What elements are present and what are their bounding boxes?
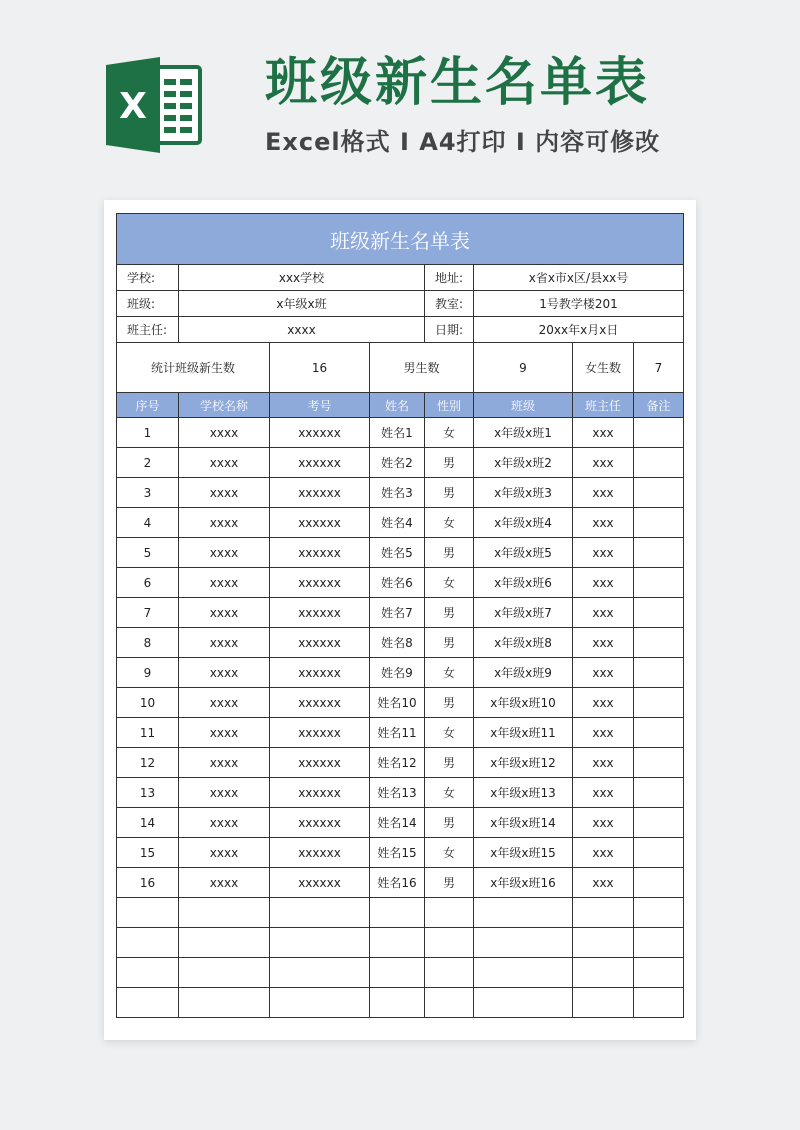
table-cell[interactable]	[634, 928, 684, 958]
table-cell[interactable]	[179, 898, 270, 928]
table-cell[interactable]: 7	[117, 598, 179, 628]
table-row	[117, 718, 684, 748]
table-row	[117, 418, 684, 448]
table-row	[117, 898, 684, 928]
table-cell[interactable]	[634, 688, 684, 718]
table-cell[interactable]: 姓名5	[370, 538, 425, 568]
table-cell[interactable]: xxx	[573, 838, 634, 868]
table-cell[interactable]	[573, 988, 634, 1018]
table-cell[interactable]: 1	[117, 418, 179, 448]
table-cell[interactable]: 姓名7	[370, 598, 425, 628]
table-cell[interactable]	[634, 598, 684, 628]
table-row	[117, 838, 684, 868]
table-cell[interactable]: 8	[117, 628, 179, 658]
table-cell[interactable]: xxxxxx	[270, 778, 370, 808]
stat-value-male[interactable]: 9	[474, 343, 573, 393]
table-cell[interactable]: 9	[117, 658, 179, 688]
column-header: 性别	[425, 393, 474, 418]
table-cell[interactable]: 12	[117, 748, 179, 778]
table-cell[interactable]: 13	[117, 778, 179, 808]
column-header: 备注	[634, 393, 684, 418]
table-row	[117, 598, 684, 628]
table-cell[interactable]	[270, 988, 370, 1018]
table-cell[interactable]: 姓名14	[370, 808, 425, 838]
table-cell[interactable]: xxxx	[179, 448, 270, 478]
column-header: 姓名	[370, 393, 425, 418]
table-cell[interactable]: 11	[117, 718, 179, 748]
table-cell[interactable]: 男	[425, 748, 474, 778]
table-cell[interactable]: 姓名6	[370, 568, 425, 598]
table-cell[interactable]: xxxxxx	[270, 838, 370, 868]
table-cell[interactable]: xxxxxx	[270, 418, 370, 448]
table-cell[interactable]: xxx	[573, 508, 634, 538]
table-cell[interactable]	[425, 898, 474, 928]
info-value[interactable]: x省x市x区/县xx号	[474, 265, 684, 291]
table-cell[interactable]: 女	[425, 838, 474, 868]
table-cell[interactable]	[370, 898, 425, 928]
table-cell[interactable]: xxxx	[179, 538, 270, 568]
table-cell[interactable]: xxxxxx	[270, 868, 370, 898]
table-cell[interactable]: xxx	[573, 658, 634, 688]
table-cell[interactable]	[634, 988, 684, 1018]
table-cell[interactable]	[117, 958, 179, 988]
table-cell[interactable]: 3	[117, 478, 179, 508]
table-cell[interactable]: xxxx	[179, 508, 270, 538]
table-cell[interactable]: xxxxxx	[270, 748, 370, 778]
table-cell[interactable]: 5	[117, 538, 179, 568]
info-label: 教室:	[425, 291, 474, 317]
table-row	[117, 988, 684, 1018]
table-cell[interactable]	[270, 958, 370, 988]
table-cell[interactable]: 姓名10	[370, 688, 425, 718]
table-cell[interactable]: 姓名12	[370, 748, 425, 778]
page-header	[0, 0, 800, 200]
spreadsheet-paper	[104, 200, 696, 1040]
stat-label-male: 男生数	[370, 343, 474, 393]
column-header: 班级	[474, 393, 573, 418]
table-cell[interactable]	[634, 628, 684, 658]
table-cell[interactable]: 男	[425, 448, 474, 478]
table-row	[117, 568, 684, 598]
table-cell[interactable]: x年级x班11	[474, 718, 573, 748]
table-cell[interactable]	[117, 928, 179, 958]
svg-text:X: X	[119, 86, 147, 127]
table-cell[interactable]: xxxx	[179, 718, 270, 748]
table-row	[117, 538, 684, 568]
table-cell[interactable]: 姓名4	[370, 508, 425, 538]
table-cell[interactable]: 女	[425, 418, 474, 448]
table-cell[interactable]: x年级x班1	[474, 418, 573, 448]
table-cell[interactable]: xxxxxx	[270, 448, 370, 478]
table-cell[interactable]: x年级x班4	[474, 508, 573, 538]
table-cell[interactable]: xxxx	[179, 778, 270, 808]
table-cell[interactable]: xxxx	[179, 838, 270, 868]
info-label: 学校:	[117, 265, 179, 291]
table-cell[interactable]: x年级x班12	[474, 748, 573, 778]
table-cell[interactable]: xxxx	[179, 628, 270, 658]
table-cell[interactable]	[634, 508, 684, 538]
page-subtitle: Excel格式 I A4打印 I 内容可修改	[265, 128, 661, 156]
table-row	[117, 778, 684, 808]
table-cell[interactable]: 4	[117, 508, 179, 538]
table-cell[interactable]	[634, 418, 684, 448]
table-row	[117, 748, 684, 778]
table-cell[interactable]: 男	[425, 628, 474, 658]
table-cell[interactable]: xxxx	[179, 418, 270, 448]
stat-label-total: 统计班级新生数	[117, 343, 270, 393]
table-cell[interactable]: x年级x班15	[474, 838, 573, 868]
table-cell[interactable]	[474, 928, 573, 958]
info-label: 地址:	[425, 265, 474, 291]
stats-row	[117, 343, 684, 393]
table-cell[interactable]: x年级x班7	[474, 598, 573, 628]
table-cell[interactable]: xxxx	[179, 868, 270, 898]
table-cell[interactable]: xxxx	[179, 688, 270, 718]
table-cell[interactable]: xxxxxx	[270, 808, 370, 838]
table-cell[interactable]: 女	[425, 508, 474, 538]
table-cell[interactable]	[117, 898, 179, 928]
info-value[interactable]: xxx学校	[179, 265, 425, 291]
table-cell[interactable]: x年级x班13	[474, 778, 573, 808]
table-cell[interactable]: xxxxxx	[270, 508, 370, 538]
table-cell[interactable]: xxx	[573, 538, 634, 568]
info-label: 班主任:	[117, 317, 179, 343]
table-cell[interactable]: x年级x班2	[474, 448, 573, 478]
table-cell[interactable]	[370, 958, 425, 988]
table-cell[interactable]	[425, 988, 474, 1018]
table-cell[interactable]: 女	[425, 658, 474, 688]
table-cell[interactable]: xxx	[573, 418, 634, 448]
table-cell[interactable]: x年级x班8	[474, 628, 573, 658]
table-cell[interactable]: xxxxxx	[270, 718, 370, 748]
table-cell[interactable]: xxx	[573, 868, 634, 898]
table-cell[interactable]: xxxxxx	[270, 598, 370, 628]
table-cell[interactable]: 15	[117, 838, 179, 868]
table-cell[interactable]: 男	[425, 808, 474, 838]
table-cell[interactable]: 姓名8	[370, 628, 425, 658]
table-cell[interactable]: 男	[425, 868, 474, 898]
table-cell[interactable]	[474, 958, 573, 988]
info-label: 班级:	[117, 291, 179, 317]
table-cell[interactable]	[179, 988, 270, 1018]
table-cell[interactable]: 姓名1	[370, 418, 425, 448]
table-cell[interactable]: xxx	[573, 628, 634, 658]
info-row	[117, 291, 684, 317]
info-row	[117, 265, 684, 291]
table-cell[interactable]: 10	[117, 688, 179, 718]
table-cell[interactable]: xxxxxx	[270, 538, 370, 568]
column-header: 学校名称	[179, 393, 270, 418]
table-cell[interactable]: 女	[425, 778, 474, 808]
table-cell[interactable]	[634, 778, 684, 808]
table-cell[interactable]	[634, 748, 684, 778]
table-cell[interactable]: 姓名9	[370, 658, 425, 688]
table-row	[117, 688, 684, 718]
table-cell[interactable]	[634, 808, 684, 838]
table-cell[interactable]: 2	[117, 448, 179, 478]
table-cell[interactable]	[425, 928, 474, 958]
table-cell[interactable]: xxx	[573, 808, 634, 838]
table-cell[interactable]: x年级x班3	[474, 478, 573, 508]
table-cell[interactable]	[634, 718, 684, 748]
table-cell[interactable]: xxx	[573, 688, 634, 718]
table-cell[interactable]: xxxxxx	[270, 688, 370, 718]
table-cell[interactable]	[270, 928, 370, 958]
table-row	[117, 628, 684, 658]
info-row	[117, 317, 684, 343]
table-cell[interactable]	[573, 928, 634, 958]
table-cell[interactable]	[634, 448, 684, 478]
excel-logo-icon	[104, 55, 204, 155]
table-cell[interactable]	[425, 958, 474, 988]
table-cell[interactable]: 姓名15	[370, 838, 425, 868]
table-cell[interactable]	[474, 898, 573, 928]
table-cell[interactable]: xxxx	[179, 598, 270, 628]
table-cell[interactable]: x年级x班6	[474, 568, 573, 598]
table-cell[interactable]	[370, 928, 425, 958]
table-cell[interactable]	[634, 898, 684, 928]
table-cell[interactable]	[634, 568, 684, 598]
table-cell[interactable]: x年级x班5	[474, 538, 573, 568]
stat-value-total[interactable]: 16	[270, 343, 370, 393]
table-cell[interactable]: xxx	[573, 778, 634, 808]
table-cell[interactable]: 6	[117, 568, 179, 598]
table-cell[interactable]: 男	[425, 598, 474, 628]
table-cell[interactable]	[634, 538, 684, 568]
page-title: 班级新生名单表	[265, 53, 651, 113]
info-value[interactable]: 1号教学楼201	[474, 291, 684, 317]
table-cell[interactable]: 14	[117, 808, 179, 838]
table-cell[interactable]: x年级x班9	[474, 658, 573, 688]
table-cell[interactable]	[474, 988, 573, 1018]
table-cell[interactable]: xxxxxx	[270, 628, 370, 658]
table-cell[interactable]	[179, 928, 270, 958]
table-cell[interactable]	[634, 838, 684, 868]
table-cell[interactable]: xxxx	[179, 568, 270, 598]
table-cell[interactable]: xxxx	[179, 748, 270, 778]
table-cell[interactable]: 姓名3	[370, 478, 425, 508]
table-cell[interactable]: xxx	[573, 448, 634, 478]
table-cell[interactable]: x年级x班10	[474, 688, 573, 718]
table-cell[interactable]: xxx	[573, 718, 634, 748]
table-cell[interactable]: xxx	[573, 748, 634, 778]
sheet-title: 班级新生名单表	[117, 214, 684, 265]
table-cell[interactable]: 女	[425, 718, 474, 748]
column-header-row	[117, 393, 684, 418]
table-cell[interactable]	[179, 958, 270, 988]
table-row	[117, 658, 684, 688]
table-cell[interactable]: xxx	[573, 568, 634, 598]
table-row	[117, 808, 684, 838]
column-header: 序号	[117, 393, 179, 418]
table-cell[interactable]	[370, 988, 425, 1018]
table-cell[interactable]	[117, 988, 179, 1018]
table-cell[interactable]: xxxx	[179, 658, 270, 688]
table-cell[interactable]	[573, 898, 634, 928]
table-cell[interactable]: xxxx	[179, 478, 270, 508]
table-row	[117, 928, 684, 958]
table-row	[117, 958, 684, 988]
table-cell[interactable]: x年级x班14	[474, 808, 573, 838]
table-cell[interactable]: xxx	[573, 478, 634, 508]
stat-label-female: 女生数	[573, 343, 634, 393]
table-cell[interactable]: xxxx	[179, 808, 270, 838]
info-value[interactable]: xxxx	[179, 317, 425, 343]
table-cell[interactable]: 姓名13	[370, 778, 425, 808]
table-cell[interactable]: xxxxxx	[270, 478, 370, 508]
table-cell[interactable]	[634, 868, 684, 898]
table-row	[117, 868, 684, 898]
table-cell[interactable]	[634, 658, 684, 688]
table-cell[interactable]: 男	[425, 688, 474, 718]
info-value[interactable]: 20xx年x月x日	[474, 317, 684, 343]
table-row	[117, 448, 684, 478]
table-cell[interactable]: 男	[425, 478, 474, 508]
column-header: 班主任	[573, 393, 634, 418]
info-value[interactable]: x年级x班	[179, 291, 425, 317]
table-row	[117, 478, 684, 508]
table-cell[interactable]	[573, 958, 634, 988]
table-cell[interactable]	[634, 478, 684, 508]
stat-value-female[interactable]: 7	[634, 343, 684, 393]
table-cell[interactable]	[270, 898, 370, 928]
table-cell[interactable]: x年级x班16	[474, 868, 573, 898]
table-row	[117, 508, 684, 538]
table-cell[interactable]: xxxxxx	[270, 658, 370, 688]
table-cell[interactable]	[634, 958, 684, 988]
table-cell[interactable]: xxxxxx	[270, 568, 370, 598]
table-cell[interactable]: 女	[425, 568, 474, 598]
roster-table	[116, 213, 684, 1018]
column-header: 考号	[270, 393, 370, 418]
table-cell[interactable]: 姓名2	[370, 448, 425, 478]
table-cell[interactable]: 男	[425, 538, 474, 568]
table-cell[interactable]: 姓名16	[370, 868, 425, 898]
table-cell[interactable]: xxx	[573, 598, 634, 628]
table-cell[interactable]: 姓名11	[370, 718, 425, 748]
info-label: 日期:	[425, 317, 474, 343]
table-cell[interactable]: 16	[117, 868, 179, 898]
